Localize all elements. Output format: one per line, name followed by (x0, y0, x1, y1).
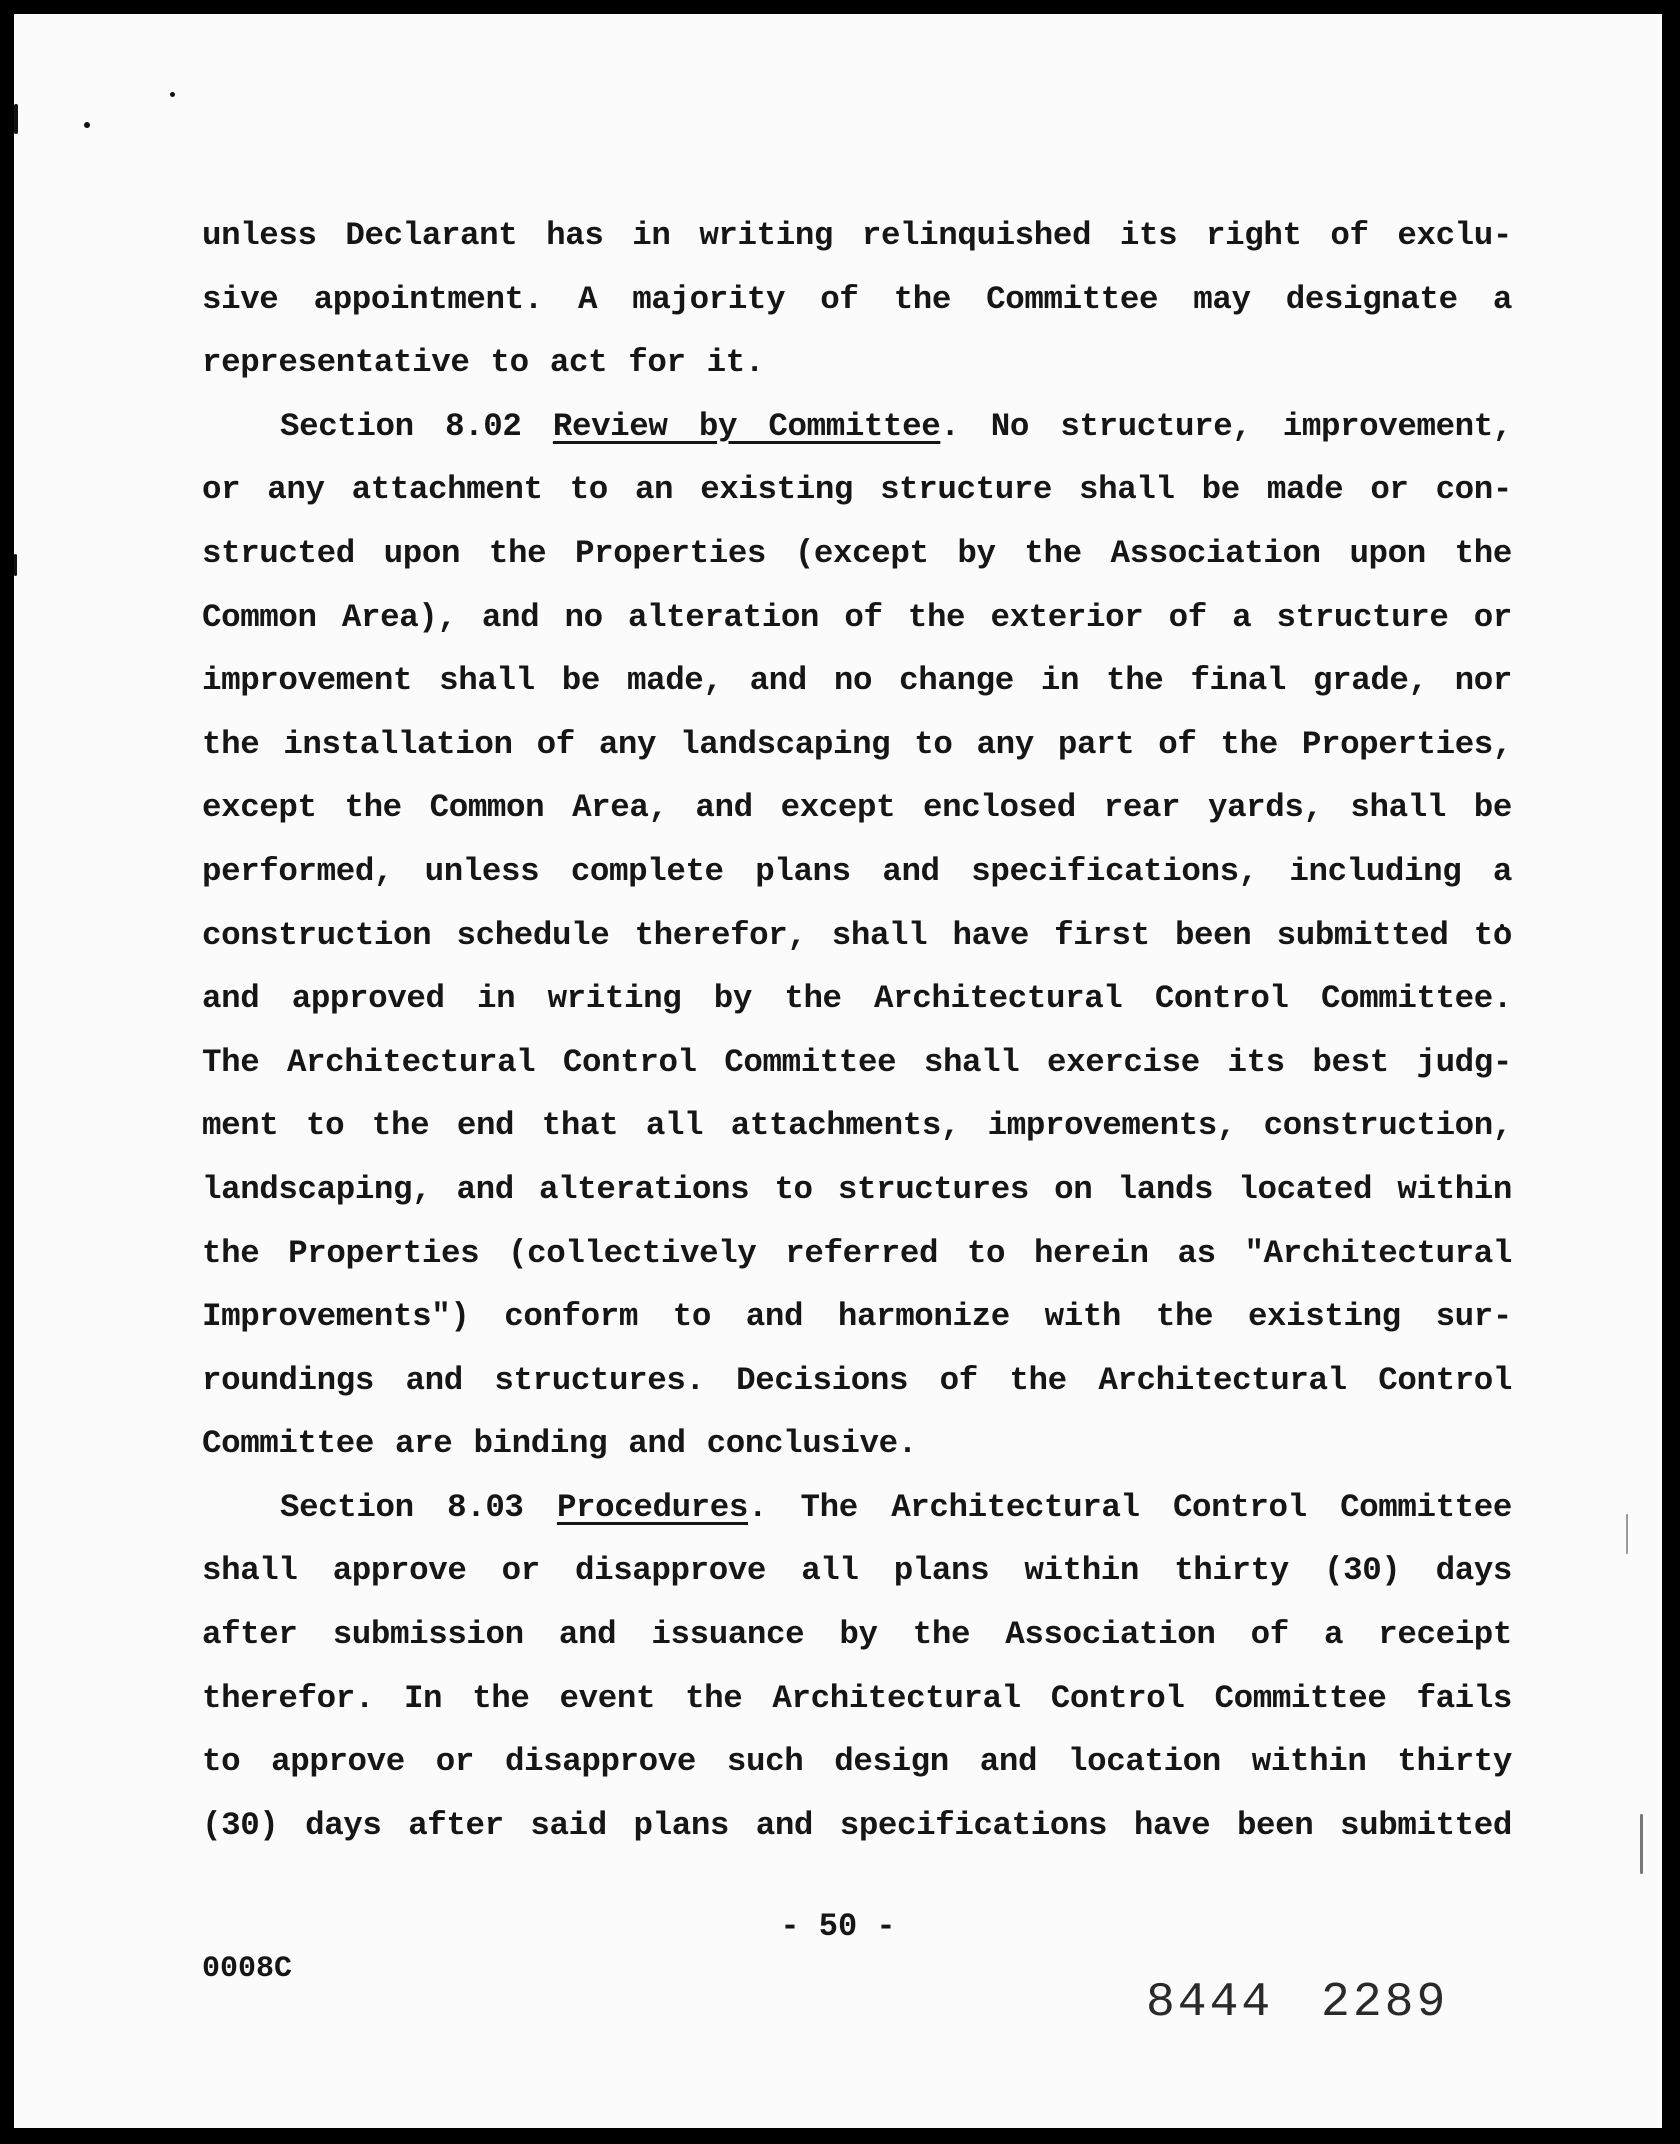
page-number: - 50 - (780, 1908, 896, 1945)
text-line: except the Common Area, and except enclosed rear yards, shall be (202, 789, 1512, 827)
section-8-02-heading-line (202, 395, 1512, 459)
bates-number: 8444 2289 (1146, 1976, 1449, 2030)
section-8-03-title: Procedures (556, 1488, 748, 1526)
text-line: the Properties (collectively referred to herein as "Architectural (202, 1234, 1512, 1272)
text-line: shall approve or disapprove all plans within thirty (30) days (202, 1552, 1512, 1590)
body-text (202, 204, 1512, 1857)
section-8-03-heading-line (202, 1476, 1512, 1540)
section-8-02-label: Section 8.02 (280, 407, 522, 445)
text-line: construction schedule therefor, shall have first been submitted to (202, 916, 1512, 954)
text-line: sive appointment. A majority of the Committee may designate a (202, 280, 1512, 318)
text-line: unless Declarant has in writing relinquished its right of exclu- (202, 217, 1512, 254)
section-8-02-first-line-rest: . No structure, improvement, (940, 407, 1512, 445)
document-code: 0008C (202, 1952, 293, 1986)
section-8-03-label: Section 8.03 (280, 1488, 524, 1526)
section-8-02-title: Review by Committee (552, 407, 941, 445)
text-line: Improvements") conform to and harmonize with the existing sur- (202, 1298, 1512, 1336)
text-line: or any attachment to an existing structure shall be made or con- (202, 471, 1512, 509)
text-line: after submission and issuance by the Association of a receipt (202, 1616, 1512, 1654)
text-line: Committee are binding and conclusive. (202, 1425, 917, 1463)
text-line: (30) days after said plans and specifications have been submitted (202, 1806, 1512, 1844)
text-line: representative to act for it. (202, 344, 764, 382)
scan-speck (1640, 1814, 1643, 1874)
scan-speck (14, 554, 17, 576)
text-line: roundings and structures. Decisions of the Architectural Control (202, 1361, 1512, 1399)
scan-speck (14, 104, 18, 134)
text-line: improvement shall be made, and no change in the final grade, nor (202, 662, 1512, 700)
scan-speck (1626, 1514, 1628, 1554)
text-line: performed, unless complete plans and specifications, including a (202, 852, 1512, 890)
text-line: landscaping, and alterations to structures on lands located within (202, 1170, 1512, 1208)
text-line: Common Area), and no alteration of the exterior of a structure or (202, 598, 1512, 636)
section-8-03-first-line-rest: . The Architectural Control Committee (748, 1488, 1512, 1526)
text-line: the installation of any landscaping to any part of the Properties, (202, 725, 1512, 763)
text-line: ment to the end that all attachments, improvements, construction, (202, 1107, 1512, 1145)
scan-speck (84, 122, 90, 128)
text-line: and approved in writing by the Architectural Control Committee. (202, 980, 1512, 1018)
text-line: structed upon the Properties (except by the Association upon the (202, 534, 1512, 572)
text-line: The Architectural Control Committee shall exercise its best judg- (202, 1043, 1512, 1081)
scan-speck (170, 92, 175, 97)
document-page (14, 14, 1662, 2128)
text-line: to approve or disapprove such design and location within thirty (202, 1743, 1512, 1781)
text-line: therefor. In the event the Architectural Control Committee fails (202, 1679, 1512, 1717)
